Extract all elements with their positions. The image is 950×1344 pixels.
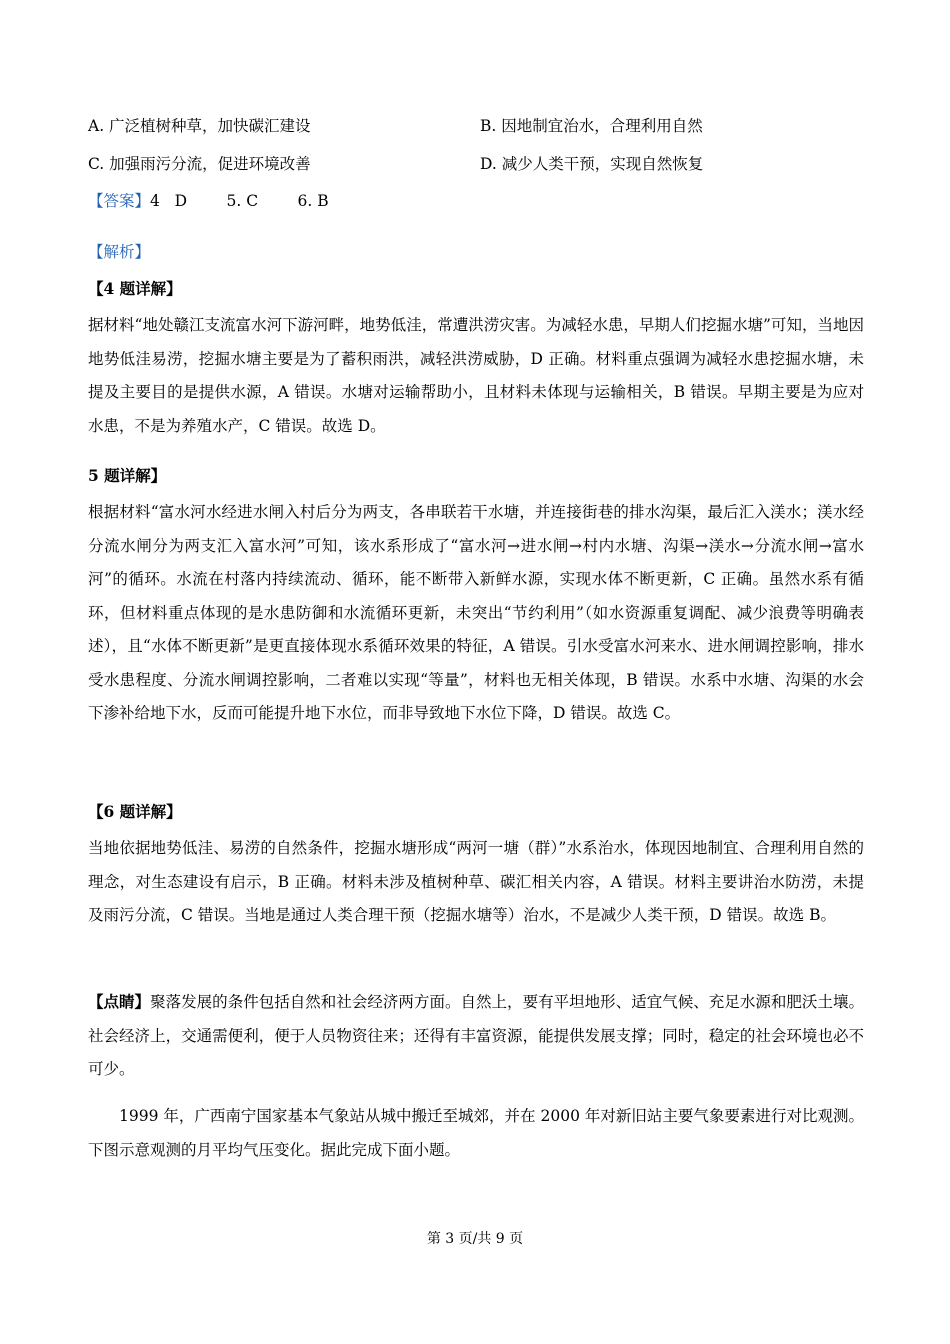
- q6-body: 当地依据地势低洼、易涝的自然条件，挖掘水塘形成“两河一塘（群）”水系治水，体现因地制宜、合理利用自然的理念，对生态建设有启示，B 正确。材料未涉及植树种草、碳汇相关内容，A 错误。材料主要讲治水防涝，未提及雨污分流，C 错误。当地是通过人类合理干预（挖掘水塘等）治水，不是减少人类干预，D 错误。故选 B。: [88, 839, 864, 924]
- answer-line: [88, 190, 329, 212]
- option-b: B. 因地制宜治水，合理利用自然: [480, 117, 703, 135]
- option-d: D. 减少人类干预，实现自然恢复: [480, 155, 704, 173]
- answer-text: 4 D 5. C 6. B: [150, 192, 329, 210]
- option-c: C. 加强雨污分流，促进环境改善: [88, 155, 311, 173]
- page-footer: 第 3 页/共 9 页: [426, 1231, 524, 1247]
- answer-label: 【答案】: [88, 192, 151, 210]
- analysis-label: 【解析】: [88, 243, 151, 261]
- note-body: 聚落发展的条件包括自然和社会经济两方面。自然上，要有平坦地形、适宜气候、充足水源和肥沃土壤。社会经济上，交通需便利，便于人员物资往来；还得有丰富资源，能提供发展支撑；同时，稳定的社会环境也必不可少。: [88, 993, 864, 1078]
- intro-paragraph: 1999 年，广西南宁国家基本气象站从城中搬迁至城郊，并在 2000 年对新旧站主要气象要素进行对比观测。下图示意观测的月平均气压变化。据此完成下面小题。: [88, 1107, 864, 1159]
- option-a: A. 广泛植树种草，加快碳汇建设: [88, 117, 311, 135]
- q4-body: 据材料“地处赣江支流富水河下游河畔，地势低洼，常遭洪涝灾害。为减轻水患，早期人们挖掘水塘”可知，当地因地势低洼易涝，挖掘水塘主要是为了蓄积雨洪，减轻洪涝威胁，D 正确。材料重点强调为减轻水患挖掘水塘，未提及主要目的是提供水源，A 错误。水塘对运输帮助小，且材料未体现与运输相关，B 错误。早期主要是为应对水患，不是为养殖水产，C 错误。故选 D。: [88, 316, 864, 435]
- note-block: [88, 985, 864, 1087]
- q4-heading: 【4 题详解】: [88, 279, 182, 298]
- q5-body: 根据材料“富水河水经进水闸入村后分为两支，各串联若干水塘，并连接街巷的排水沟渠，最后汇入渼水；渼水经分流水闸分为两支汇入富水河”可知，该水系形成了“富水河→进水闸→村内水塘、沟渠→渼水→分流水闸→富水河”的循环。水流在村落内持续流动、循环，能不断带入新鲜水源，实现水体不断更新，C 正确。虽然水系有循环，但材料重点体现的是水患防御和水流循环更新，未突出“节约利用”（如水资源重复调配、减少浪费等明确表述），且“水体不断更新”是更直接体现水系循环效果的特征，A 错误。引水受富水河来水、进水闸调控影响，排水受水患程度、分流水闸调控影响，二者难以实现“等量”，材料也无相关体现，B 错误。水系中水塘、沟渠的水会下渗补给地下水，反而可能提升地下水位，而非导致地下水位下降，D 错误。故选 C。: [88, 503, 864, 722]
- q5-heading: 5 题详解】: [88, 466, 167, 485]
- q6-heading: 【6 题详解】: [88, 802, 182, 821]
- note-label: 【点睛】: [88, 992, 151, 1011]
